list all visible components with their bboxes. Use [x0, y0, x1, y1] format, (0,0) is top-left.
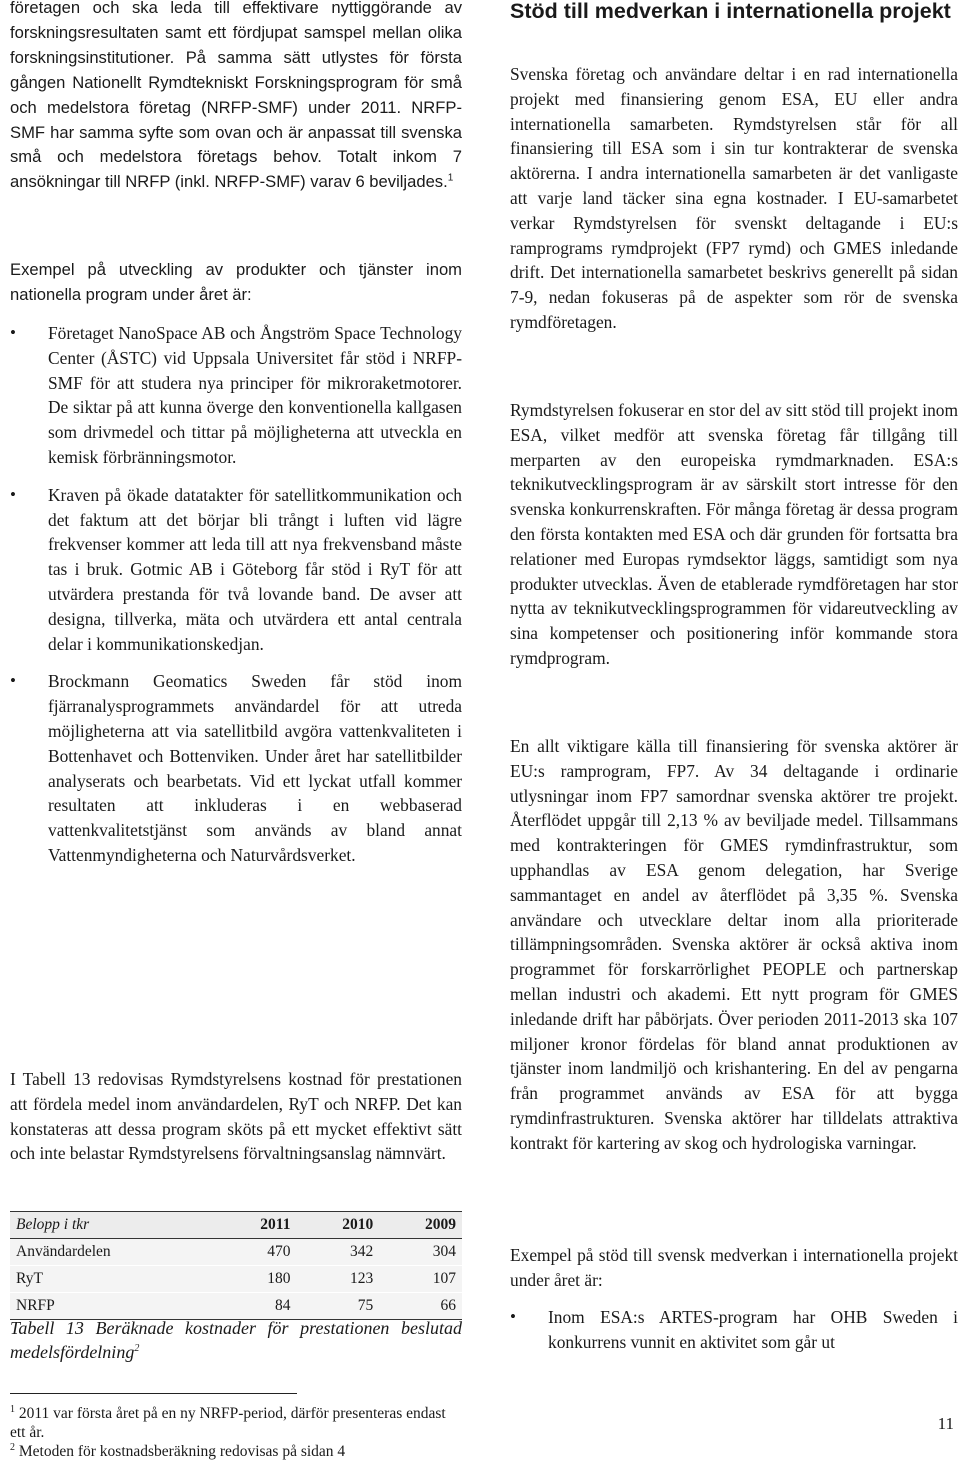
page-number: 11 [937, 1414, 954, 1433]
table-header-row [10, 1212, 462, 1239]
footnote-ref-1: 1 [447, 172, 454, 184]
footnote-1: $^1$ 2011 var första året på en ny NRFP-period, därför presenteras endast ett år. [10, 1403, 446, 1441]
international-examples-list [510, 1305, 958, 1355]
table-cell: 75 [357, 1297, 374, 1314]
table-caption: Tabell 13 Beräknade kostnader för prestationen beslutad medelsfördelning$^2$ [10, 1318, 462, 1362]
table-cell: 342 [349, 1243, 374, 1260]
table-cell: NRFP [16, 1297, 55, 1314]
table-row [10, 1266, 462, 1293]
examples-list [10, 321, 462, 868]
cost-table [10, 1211, 462, 1320]
examples-intro-paragraph: Exempel på utveckling av produkter och tjänster inom nationella program under året är: [10, 260, 462, 304]
footnote-divider [10, 1393, 297, 1394]
table-cell: 123 [349, 1270, 374, 1287]
list-item: • Brockmann Geomatics Sweden får stöd inom fjärranalysprogrammets användardel för att utreda möjligheterna att via satellitbild avgöra vattenkvaliteten i Bottenhavet och Bottenviken. Under året har satellitbilder analyserats och bearbetats. Vid ett lyckat utfall kommer resultaten att inkluderas i en webbaserad vattenkvalitetstjänst som används av bland annat Vattenmyndigheterna och Naturvårdsverket. [10, 669, 462, 867]
table-header-cell: Belopp i tkr [16, 1216, 90, 1233]
intro-paragraph: företagen och ska leda till effektivare nyttiggörande av forskningsresultaten samt ett fördjupat samspel mellan olika forskningsinstitutioner. På samma sätt utlystes för första gången Nationellt Rymdtekniskt Forskningsprogram för små och medelstora företag (NRFP-SMF) under 2011. NRFP-SMF har samma syfte som ovan och är anpassat till svenska små och medelstora företags behov. Totalt inkom 7 ansökningar till NRFP (inkl. NRFP-SMF) varav 6 beviljades.$^1$ [10, 0, 462, 192]
footnote-ref-2: 2 [134, 1343, 140, 1354]
table-cell: 107 [432, 1270, 456, 1287]
list-item: • Företaget NanoSpace AB och Ångström Space Technology Center (ÅSTC) vid Uppsala Universitet får stöd i NRFP-SMF för att studera nya principer för mikroraketmotorer. De siktar på att kunna överge den konventionella kallgasen som drivmedel och tittar på möjligheterna att utveckla en kemisk förbränningsmotor. [10, 321, 462, 470]
right-paragraph: Rymdstyrelsen fokuserar en stor del av sitt stöd till projekt inom ESA, vilket medför att svenska företag får tillgång till merparten av den europeiska rymdmarknaden. ESA:s teknikutvecklingsprogram är av särskilt stort intresse för den svenska konkurrenskraften. För många företag är dessa program den första kontakten med ESA och där grunden för fortsatta bra relationer med Europas rymdsektor läggs, samtidigt som nya produkter utvecklas. Även de etablerade rymdföretagen har stor nytta av teknikutvecklingsprogrammen för vidareutveckling av sina kompetenser och positionering inför kommande stora rymdprogram. [510, 400, 958, 668]
table-cell: 470 [267, 1243, 291, 1260]
right-paragraph: Exempel på stöd till svensk medverkan i internationella projekt under året är: [510, 1245, 958, 1290]
table-cell: RyT [16, 1270, 43, 1287]
table-cell: 66 [440, 1297, 456, 1314]
list-item: • Inom ESA:s ARTES-program har OHB Sweden i konkurrens vunnit en aktivitet som går ut [510, 1305, 958, 1355]
table-cell: Användardelen [16, 1243, 111, 1260]
footnotes [10, 1404, 462, 1461]
section-heading: Stöd till medverkan i internationella projekt [510, 0, 951, 23]
list-item: • Kraven på ökade datatakter för satellitkommunikation och det faktum att det börjar bli trångt i luften vid lägre frekvenser kommer att leda till att nya frekvensband måste tas i bruk. Gotmic AB i Göteborg får stöd i RyT för att utvärdera prestanda för två lovande band. De avser att designa, tillverka, mäta och utvärdera ett antal centrala delar i kommunikationskedjan. [10, 483, 462, 657]
right-paragraph: En allt viktigare källa till finansiering för svenska aktörer är EU:s ramprogram, FP7. Av 34 deltagande i ordinarie utlysningar inom FP7 samordnar svenska aktörer tre projekt. Återflödet uppgår till 2,13 % av beviljade medel. Tillsammans med kontrakteringen för GMES rymdinfrastruktur, som upphandlas av ESA genom delegation, har Sverige sammantaget en andel av återflödet på 3,35 %. Svenska användare och utvecklare deltar inom alla prioriterade tillämpningsområden. Svenska aktörer är också aktiva inom programmet för forskarrörlighet PEOPLE och partnerskap mellan industri och akademi. Ett nytt program för GMES inledande drift har påbörjats. Över perioden 2011-2013 ska 107 miljoner kronor fördelas för bland annat produktionen av tjänster inom landmiljö och krishantering. En del av pengarna från programmet används av ESA för att bygga rymdinfrastrukturen. Svenska aktörer har tilldelats attraktiva kontrakt för kartering av skog och hydrologiska varningar. [510, 736, 958, 1153]
right-paragraph: Svenska företag och användare deltar i en rad internationella projekt med finansiering genom ESA, EU eller andra internationella samarbeten. Rymdstyrelsen står för all finansiering till ESA som i sin tur kontrakterar de svenska aktörerna. I andra internationella samarbeten är det vanligaste att varje land täcker sina egna kostnader. I EU-samarbetet verkar Rymdstyrelsen för svenskt deltagande i EU:s ramprograms rymdprojekt (FP7 rymd) och GMES inledande drift. Det internationella samarbetet beskrivs generellt på sidan 7-9, nedan fokuseras på de aspekter som rör de svenska rymdföretagen. [510, 64, 958, 332]
table-header-cell: 2009 [425, 1216, 456, 1233]
table-cell: 180 [267, 1270, 291, 1287]
table-row [10, 1239, 462, 1266]
footnote-2: $^2$ Metoden för kostnadsberäkning redovisas på sidan 4 [10, 1441, 346, 1460]
table-header-cell: 2011 [260, 1216, 291, 1233]
table-cell: 84 [274, 1297, 291, 1314]
table-reference-paragraph: I Tabell 13 redovisas Rymdstyrelsens kostnad för prestationen att fördela medel inom användardelen, RyT och NRFP. Det kan konstateras att dessa program sköts på ett mycket effektivt sätt och inte belastar Rymdstyrelsens förvaltningsanslag nämnvärt. [10, 1069, 462, 1164]
table-header-cell: 2010 [342, 1216, 374, 1233]
table-cell: 304 [432, 1243, 456, 1260]
